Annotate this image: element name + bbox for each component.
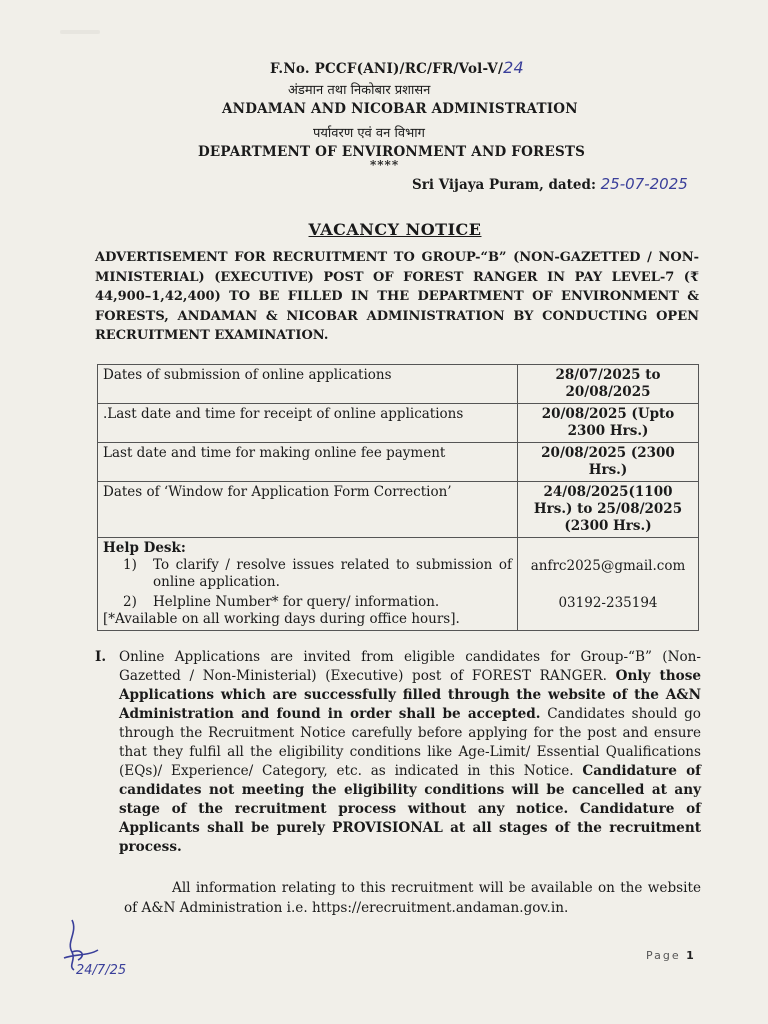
page-label: Page (646, 949, 681, 962)
para-bold-text: Candidature of candidates not meeting the eligibility conditions will be cancelled at any stage of the recruitment process without any notice. Candidature of Applicants shall be purely PROVISIONAL at all stages of the recruitment process. (119, 763, 701, 855)
dated-label: Sri Vijaya Puram, dated: (412, 177, 596, 193)
advertisement-heading: ADVERTISEMENT FOR RECRUITMENT TO GROUP-“B” (NON-GAZETTED / NON-MINISTERIAL) (EXECUTIVE) POST OF FOREST RANGER IN PAY LEVEL-7 (₹ 44,900–1,42,400) TO BE FILLED IN THE DEPARTMENT OF ENVIRONMENT & FORESTS, ANDAMAN & NICOBAR ADMINISTRATION BY CONDUCTING OPEN RECRUITMENT EXAMINATION. (95, 250, 699, 343)
signature-date: 24/7/25 (76, 963, 127, 978)
help-phone: 03192-235194 (558, 595, 658, 611)
table-row (98, 443, 699, 482)
help-item-1 (123, 557, 512, 591)
admin-name: ANDAMAN AND NICOBAR ADMINISTRATION (222, 101, 578, 117)
hindi-dept-name: पर्यावरण एवं वन विभाग (313, 126, 425, 141)
para-bold-text: Only those Applications which are successfully filled through the website of the A&N Administration and found in order shall be accepted. (119, 668, 701, 722)
file-number (270, 58, 524, 77)
paragraph-body (119, 648, 701, 857)
file-number-handwritten: 24 (503, 58, 524, 77)
help-item-2 (123, 594, 512, 611)
schedule-value: 20/08/2025 (2300 Hrs.) (518, 443, 699, 482)
paragraph-1 (95, 648, 701, 857)
scan-speck (60, 30, 100, 34)
para-text: Candidates should go through the Recruitment Notice carefully before applying for the post and ensure that they fulfil all the eligibility conditions like Age-Limit/ Essential Qualifications (EQs)/ Experience/ Category, etc. as indicated in this Notice. (119, 706, 701, 779)
help-desk-row (98, 538, 699, 631)
help-desk-title: Help Desk: (103, 540, 186, 556)
schedule-label: Last date and time for making online fee payment (98, 443, 518, 482)
dept-name: DEPARTMENT OF ENVIRONMENT AND FORESTS (198, 144, 586, 160)
page-title: VACANCY NOTICE (308, 220, 482, 239)
schedule-label: Dates of ‘Window for Application Form Correction’ (98, 482, 518, 538)
schedule-label: .Last date and time for receipt of online applications (98, 404, 518, 443)
schedule-value: 24/08/2025(1100 Hrs.) to 25/08/2025 (2300 Hrs.) (518, 482, 699, 538)
schedule-value: 28/07/2025 to 20/08/2025 (518, 365, 699, 404)
help-item-number: 1) (123, 557, 137, 573)
schedule-label: Dates of submission of online applications (98, 365, 518, 404)
table-row (98, 365, 699, 404)
signature-icon (58, 912, 148, 982)
schedule-table (97, 364, 699, 631)
hindi-admin-name: अंडमान तथा निकोबार प्रशासन (288, 83, 431, 98)
table-row (98, 482, 699, 538)
help-item-number: 2) (123, 594, 137, 610)
help-item-text: To clarify / resolve issues related to submission of online application. (153, 557, 512, 590)
help-email: anfrc2025@gmail.com (530, 558, 686, 574)
header-stars: **** (370, 158, 400, 172)
page-num: 1 (686, 949, 696, 962)
schedule-value: 20/08/2025 (Upto 2300 Hrs.) (518, 404, 699, 443)
help-item-text: Helpline Number* for query/ information. (153, 594, 440, 610)
table-row (98, 404, 699, 443)
file-number-text: F.No. PCCF(ANI)/RC/FR/Vol-V/ (270, 61, 504, 77)
help-note: [*Available on all working days during office hours]. (103, 611, 460, 627)
para-text: Online Applications are invited from eligible candidates for Group-“B” (Non-Gazetted / Non-Ministerial) (Executive) post of FOREST RANGER. (119, 649, 701, 684)
page-number (646, 949, 696, 962)
help-desk-cell (98, 538, 518, 631)
info-paragraph: All information relating to this recruitment will be available on the website of A&N Administration i.e. https://erecruitment.andaman.gov.in. (124, 880, 701, 916)
dated-handwritten: 25-07-2025 (600, 175, 688, 193)
paragraph-number: I. (95, 649, 107, 665)
help-desk-contacts (518, 538, 699, 631)
dated-line (412, 175, 688, 193)
